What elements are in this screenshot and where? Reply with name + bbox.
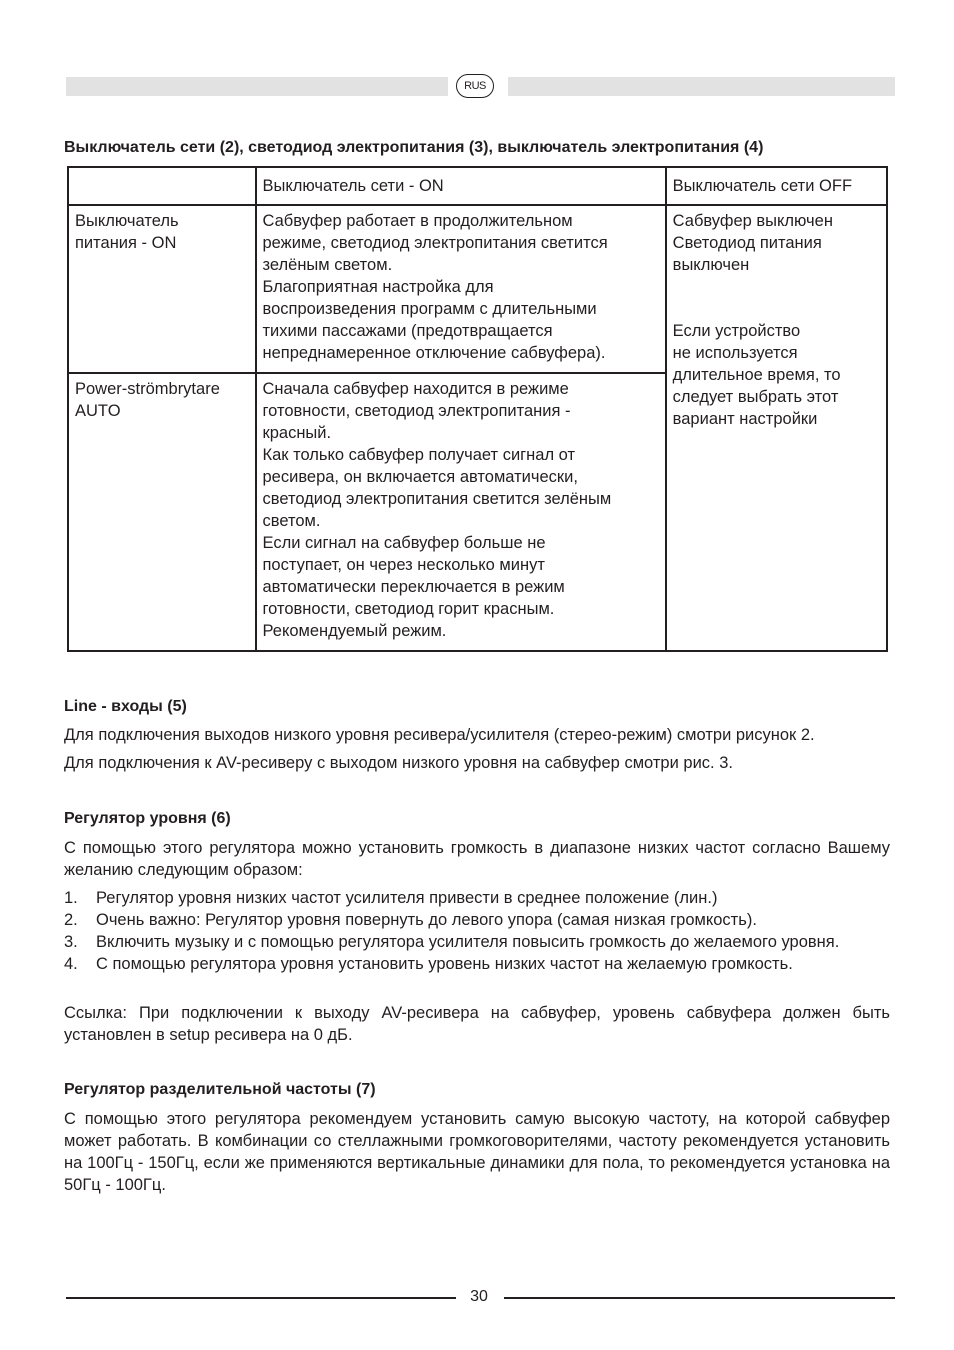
power-switch-table [67, 166, 888, 652]
level-note: Ссылка: При подключении к выходу AV-ресивера на сабвуфер, уровень сабвуфера должен быть установлен в setup ресивера на 0 дБ. [64, 1004, 890, 1044]
line-inputs-paragraph-2: Для подключения к AV-ресиверу с выходом низкого уровня на сабвуфер смотри рис. 3. [64, 754, 733, 772]
cell-line: следует выбрать этот [672, 388, 839, 406]
header-cell-empty [68, 167, 256, 205]
cell-line: Если сигнал на сабвуфер больше не [262, 534, 546, 552]
cell-line: выключен [672, 256, 750, 274]
list-number: 3. [64, 933, 78, 951]
header-bar-left [66, 77, 448, 96]
cell-line: светодиод электропитания светится зелёным [262, 490, 612, 508]
cell-line: питания - ON [75, 234, 177, 252]
cell-line: Как только сабвуфер получает сигнал от [262, 446, 576, 464]
section-title-power: Выключатель сети (2), светодиод электропитания (3), выключатель электропитания (4) [64, 139, 764, 156]
cell-line: Благоприятная настройка для [262, 278, 494, 296]
cell-line: Рекомендуемый режим. [262, 622, 447, 640]
table-row-power-on [68, 205, 887, 373]
cell-line: режиме, светодиод электропитания светится [262, 234, 608, 252]
cell-line: поступает, он через несколько минут [262, 556, 545, 574]
list-item [64, 931, 890, 953]
level-steps-list [64, 887, 890, 975]
section-title-level: Регулятор уровня (6) [64, 810, 231, 827]
cell-line: Сабвуфер работает в продолжительном [262, 212, 573, 230]
cell-line: готовности, светодиод электропитания - [262, 402, 571, 420]
language-badge: RUS [456, 74, 494, 98]
cell-spacer [673, 276, 880, 320]
cell-power-on-mains-on [256, 205, 666, 373]
cell-mains-off [666, 205, 887, 651]
cell-line: Сначала сабвуфер находится в режиме [262, 380, 569, 398]
cell-power-auto-mains-on [256, 373, 666, 651]
header-bar-right [508, 77, 895, 96]
header-cell-mains-on: Выключатель сети - ON [256, 167, 666, 205]
cell-line: Выключатель [75, 212, 179, 230]
cell-line: Светодиод питания [672, 234, 822, 252]
list-text: Очень важно: Регулятор уровня повернуть до левого упора (самая низкая громкость). [96, 911, 757, 929]
list-number: 4. [64, 955, 78, 973]
line-inputs-paragraph-1: Для подключения выходов низкого уровня ресивера/усилителя (стерео-режим) смотри рисунок 2. [64, 726, 815, 744]
cell-line: воспроизведения программ с длительными [262, 300, 597, 318]
section-title-line-inputs: Line - входы (5) [64, 698, 187, 715]
cell-line: Сабвуфер выключен [672, 212, 833, 230]
list-text: Регулятор уровня низких частот усилителя привести в среднее положение (лин.) [96, 889, 718, 907]
cell-line: автоматически переключается в режим [262, 578, 565, 596]
cell-line: красный. [262, 424, 332, 442]
list-item [64, 909, 890, 931]
cell-line: непреднамеренное отключение сабвуфера). [262, 344, 606, 362]
table-header-row [68, 167, 887, 205]
section-title-crossover: Регулятор разделительной частоты (7) [64, 1081, 376, 1098]
cell-line: вариант настройки [672, 410, 818, 428]
list-text: Включить музыку и с помощью регулятора усилителя повысить громкость до желаемого уровня. [96, 933, 840, 951]
level-intro: С помощью этого регулятора можно установить громкость в диапазоне низких частот согласно Вашему желанию следующим образом: [64, 839, 890, 879]
list-text: С помощью регулятора уровня установить уровень низких частот на желаемую громкость. [96, 955, 793, 973]
cell-line: ресивера, он включается автоматически, [262, 468, 578, 486]
cell-line: AUTO [75, 402, 121, 420]
list-item [64, 953, 890, 975]
cell-line: готовности, светодиод горит красным. [262, 600, 555, 618]
cell-line: светом. [262, 512, 321, 530]
cell-line: тихими пассажами (предотвращается [262, 322, 553, 340]
page-number: 30 [470, 1288, 488, 1305]
cell-line: Если устройство [672, 322, 801, 340]
row-label-power-on [68, 205, 256, 373]
cell-line: зелёным светом. [262, 256, 393, 274]
footer-rule-left [66, 1297, 456, 1299]
list-item [64, 887, 890, 909]
header-cell-mains-off: Выключатель сети OFF [666, 167, 887, 205]
cell-line: не используется [672, 344, 798, 362]
list-number: 1. [64, 889, 78, 907]
row-label-power-auto [68, 373, 256, 651]
crossover-paragraph: С помощью этого регулятора рекомендуем установить самую высокую частоту, на которой сабвуфер может работать. В комбинации со стеллажными громкоговорителями, частоту рекомендуется установить на 100Гц - 150Гц, если же применяются вертикальные динамики для пола, то рекомендуется установка на 50Гц - 100Гц. [64, 1110, 890, 1194]
footer-rule-right [504, 1297, 895, 1299]
cell-line: длительное время, то [672, 366, 841, 384]
list-number: 2. [64, 911, 78, 929]
cell-line: Power-strömbrytare [75, 380, 220, 398]
